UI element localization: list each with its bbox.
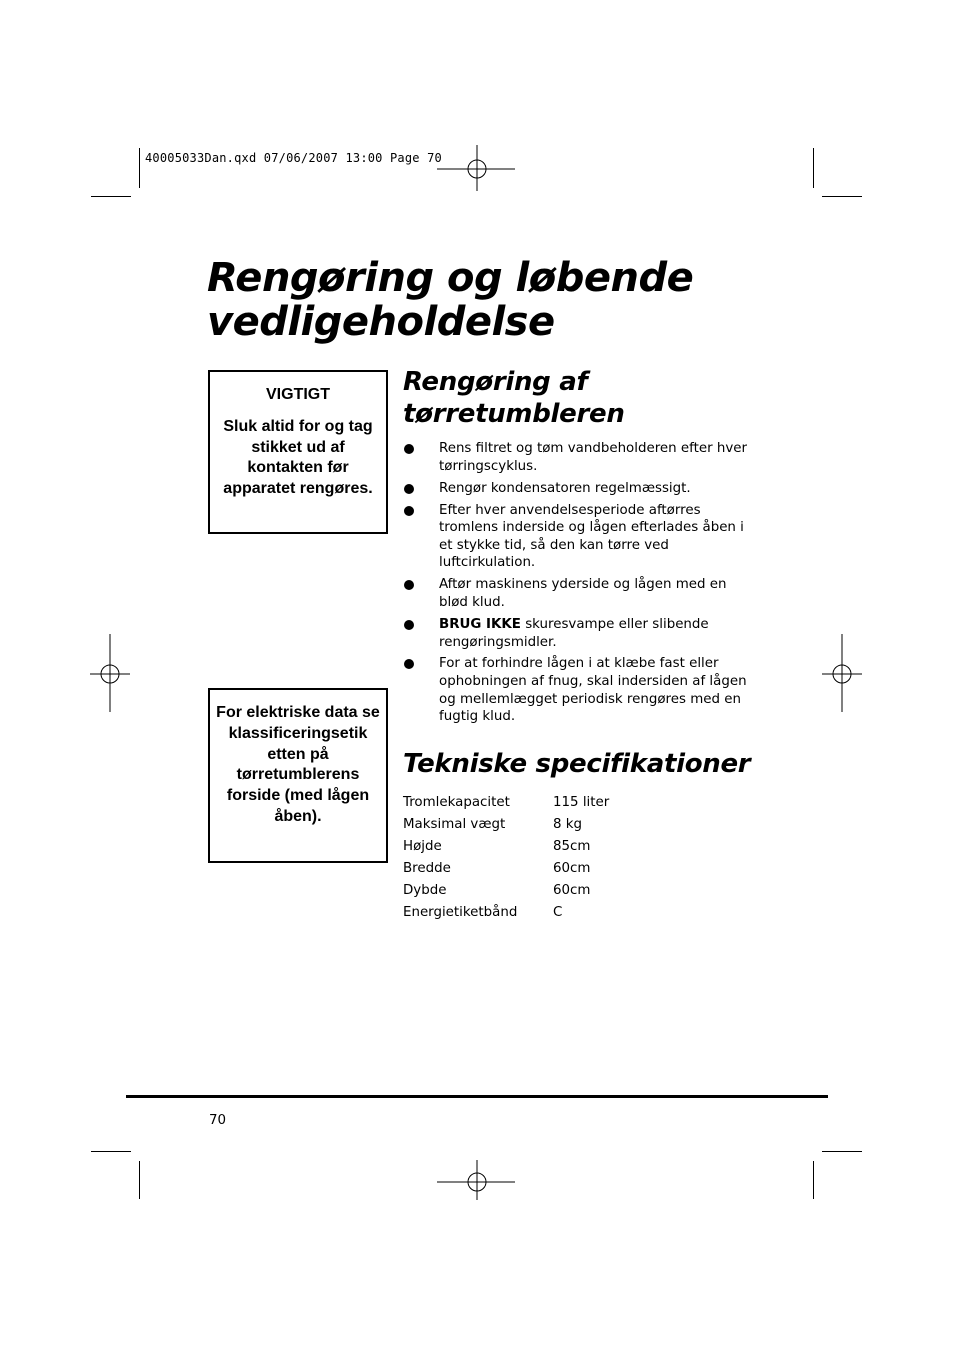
bullet-text: For at forhindre lågen i at klæbe fast eller ophobningen af fnug, skal indersiden af lågen og mellemlægget periodisk rengøres med en fugtig klud.	[439, 656, 747, 725]
specs-heading: Tekniske specifikationer	[403, 749, 751, 779]
bullet-icon	[404, 580, 414, 590]
electrical-data-box	[208, 688, 388, 863]
crop-mark-top-right-h	[822, 196, 862, 197]
spec-label: Højde	[403, 838, 442, 854]
crop-mark-top-left-v	[139, 148, 140, 188]
spec-value: 115 liter	[553, 794, 610, 810]
spec-value: C	[553, 904, 563, 920]
crop-mark-bottom-left-v	[139, 1161, 140, 1199]
bullet-icon	[404, 659, 414, 669]
crop-mark-top-left-h	[91, 196, 131, 197]
spec-label: Maksimal vægt	[403, 816, 506, 832]
cleaning-heading	[403, 366, 625, 430]
crop-mark-bottom-right-h	[822, 1151, 862, 1152]
cleaning-heading-line-2: tørretumbleren	[403, 399, 625, 429]
bullet-icon	[404, 506, 414, 516]
page-number: 70	[209, 1113, 227, 1128]
important-notice-box	[208, 370, 388, 534]
registration-mark-right-icon	[802, 634, 882, 714]
table-row	[403, 813, 609, 835]
spec-value: 85cm	[553, 838, 591, 854]
bullet-text: skuresvampe eller slibende rengøringsmidler.	[439, 616, 709, 650]
important-notice-body: Sluk altid for og tag stikket ud af kontakten før apparatet rengøres.	[223, 417, 373, 498]
table-row	[403, 857, 609, 879]
spec-label: Tromlekapacitet	[403, 794, 510, 810]
registration-mark-left-icon	[70, 634, 150, 714]
table-row	[403, 901, 609, 923]
bullet-icon	[404, 484, 414, 494]
cleaning-heading-line-1: Rengøring af	[403, 367, 588, 397]
bullet-text: Aftør maskinens yderside og lågen med en blød klud.	[439, 577, 727, 610]
page-title-line-2: vedligeholdelse	[207, 299, 555, 345]
list-item	[403, 480, 748, 498]
table-row	[403, 791, 609, 813]
electrical-data-body: For elektriske data se klassificeringsetik etten på tørretumblerens forside (med lågen åben).	[216, 704, 380, 825]
table-row	[403, 879, 609, 901]
bullet-bold-text: BRUG IKKE	[439, 616, 521, 632]
registration-mark-bottom-icon	[437, 1142, 517, 1222]
crop-mark-bottom-left-h	[91, 1151, 131, 1152]
important-notice-heading: VIGTIGT	[266, 386, 330, 403]
crop-mark-top-right-v	[813, 148, 814, 188]
spec-label: Bredde	[403, 860, 451, 876]
list-item	[403, 502, 748, 572]
list-item	[403, 655, 748, 725]
bullet-icon	[404, 444, 414, 454]
list-item	[403, 576, 748, 611]
spec-value: 8 kg	[553, 816, 583, 832]
printer-slug: 40005033Dan.qxd 07/06/2007 13:00 Page 70	[145, 151, 442, 165]
bullet-text: Efter hver anvendelsesperiode aftørres tromlens inderside og lågen efterlades åben i et stykke tid, så den kan tørre ved luftcirkulation.	[439, 502, 744, 571]
cleaning-bullet-list	[403, 440, 748, 730]
spec-value: 60cm	[553, 860, 591, 876]
registration-mark-top-icon	[437, 129, 517, 209]
page-title-line-1: Rengøring og løbende	[207, 255, 694, 301]
specs-table	[403, 791, 609, 923]
page-title	[207, 256, 693, 344]
crop-mark-bottom-right-v	[813, 1161, 814, 1199]
spec-label: Energietiketbånd	[403, 904, 518, 920]
list-item	[403, 440, 748, 475]
footer-rule	[126, 1095, 828, 1098]
bullet-text: Rens filtret og tøm vandbeholderen efter hver tørringscyklus.	[439, 441, 748, 474]
bullet-text: Rengør kondensatoren regelmæssigt.	[439, 480, 691, 496]
list-item	[403, 616, 748, 651]
table-row	[403, 835, 609, 857]
spec-label: Dybde	[403, 882, 447, 898]
spec-value: 60cm	[553, 882, 591, 898]
bullet-icon	[404, 620, 414, 630]
